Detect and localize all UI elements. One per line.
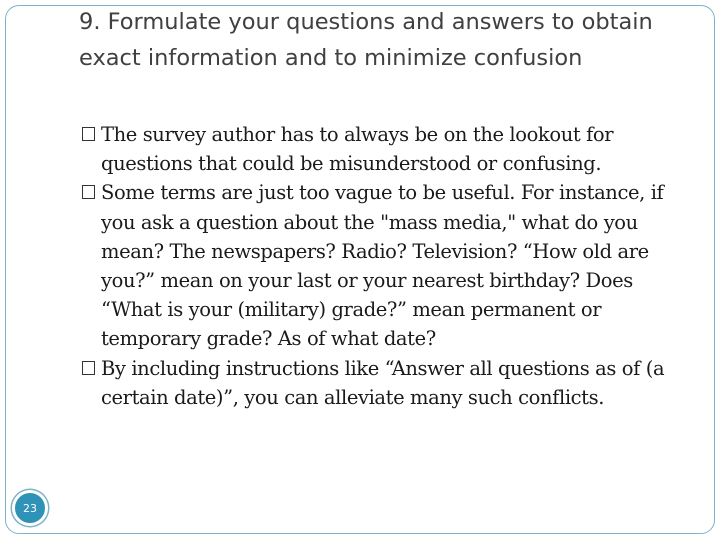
hollow-square-icon [82, 127, 95, 141]
hollow-square-icon [82, 185, 95, 199]
bullet-item [77, 178, 677, 353]
hollow-square-icon [82, 361, 95, 375]
page-number: 23 [23, 501, 37, 515]
bullet-text: The survey author has to always be on the lookout for questions that could be misunderstood or confusing. [101, 123, 614, 176]
page-number-badge [12, 490, 48, 526]
bullet-item [77, 120, 677, 178]
slide-title: 9. Formulate your questions and answers to obtain exact information and to minimize confusion [79, 9, 653, 71]
bullet-text: By including instructions like “Answer all questions as of (a certain date)”, you can alleviate many such conflicts. [101, 356, 665, 409]
bullet-text: Some terms are just too vague to be useful. For instance, if you ask a question about the "mass media," what do you mean? The newspapers? Radio? Television? “How old are you?” mean on your last or your nearest birthday? Does “What is your (military) grade?” mean permanent or temporary grade? As of what date? [101, 181, 664, 351]
bullet-list [77, 120, 677, 412]
bullet-item [77, 354, 677, 412]
